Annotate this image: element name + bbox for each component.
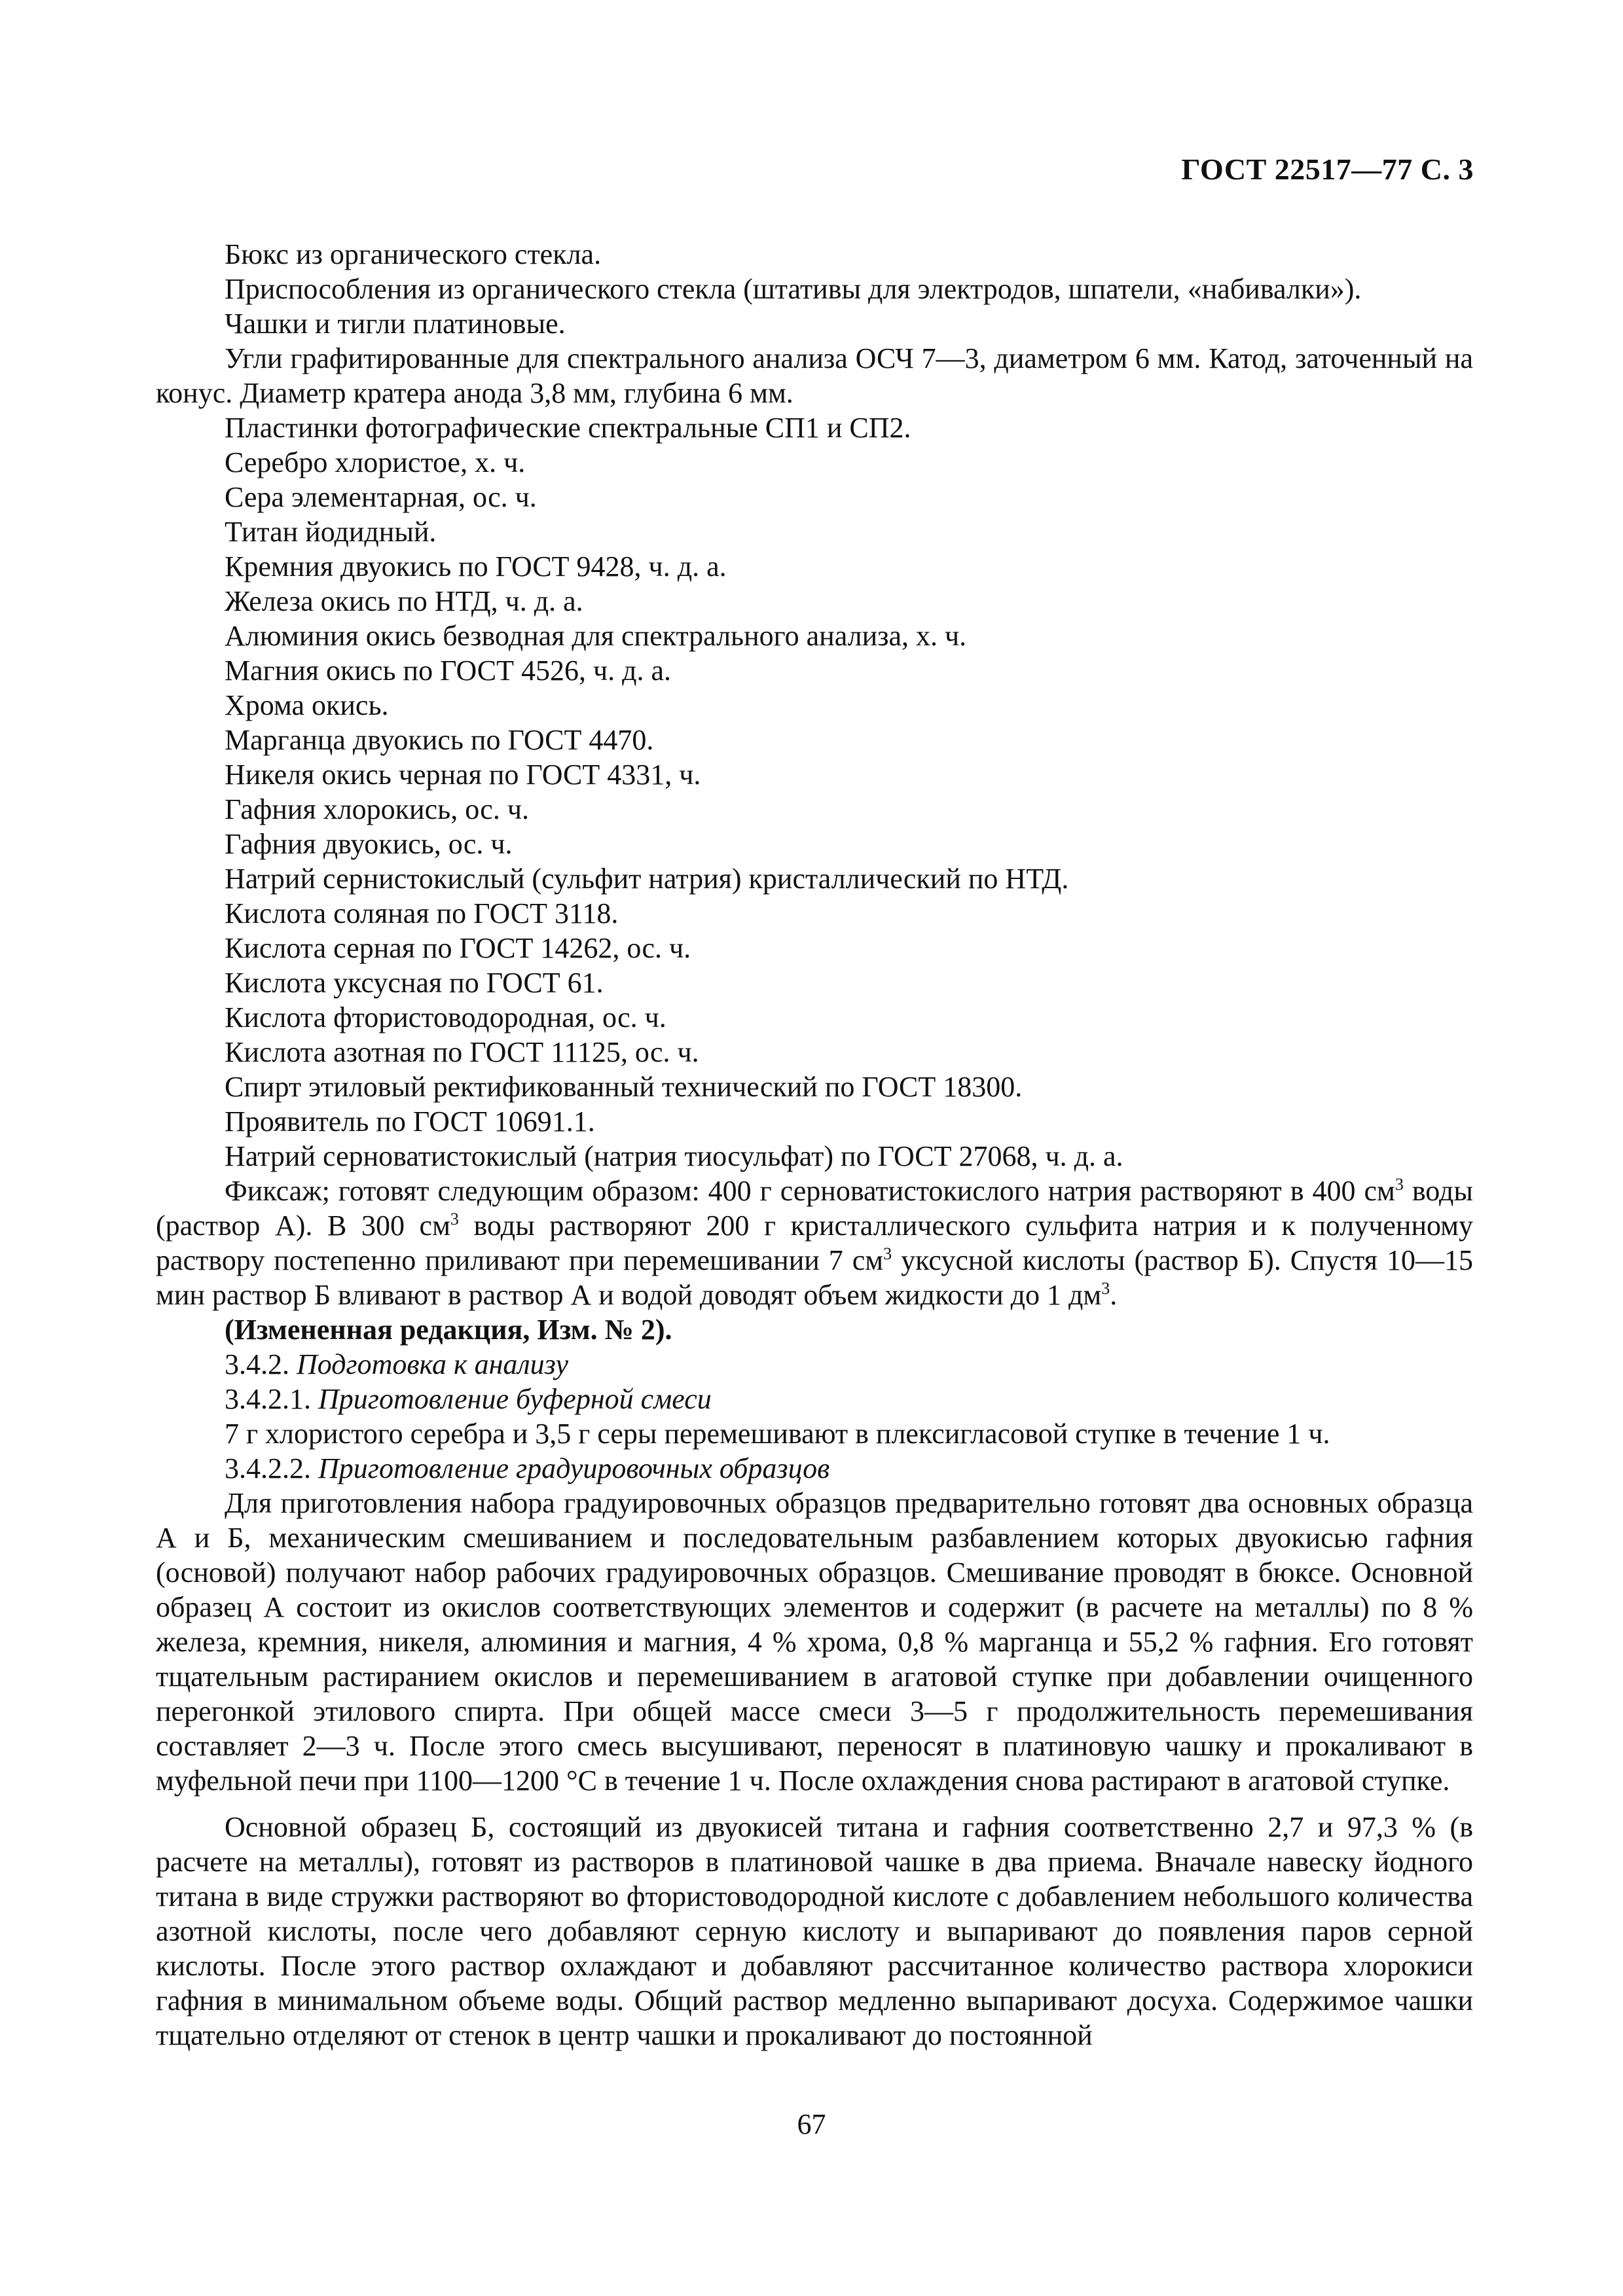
list-item: Проявитель по ГОСТ 10691.1.	[225, 1105, 595, 1138]
section-heading	[156, 1451, 1473, 1486]
list-item: Кислота уксусная по ГОСТ 61.	[225, 967, 604, 999]
superscript: 3	[450, 1210, 459, 1229]
section-number: 3.4.2.2.	[225, 1452, 318, 1484]
list-item: Кислота серная по ГОСТ 14262, ос. ч.	[225, 932, 691, 964]
section-number: 3.4.2.1.	[225, 1383, 318, 1415]
fixer-text-2: воды (раствор А). В 300 см	[156, 1175, 1473, 1242]
list-item: Пластинки фотографические спектральные СП1 и СП2.	[225, 412, 911, 444]
list-item: Гафния хлорокись, ос. ч.	[225, 793, 529, 825]
list-item: Никеля окись черная по ГОСТ 4331, ч.	[225, 759, 701, 791]
section-number: 3.4.2.	[225, 1348, 297, 1380]
section-heading	[156, 1382, 1473, 1416]
document-body	[156, 237, 1473, 2053]
superscript: 3	[1395, 1175, 1404, 1194]
list-item: Натрий сернистокислый (сульфит натрия) кристаллический по НТД.	[225, 863, 1069, 895]
page-number: 67	[797, 2108, 826, 2140]
fixer-text-3: воды растворяют 200 г кристаллического сульфита натрия и к полученному раствору постепенно приливают при перемешивании 7 см	[156, 1210, 1473, 1276]
list-item: Угли графитированные для спектрального анализа ОСЧ 7—3, диаметром 6 мм. Катод, заточенный на конус. Диаметр кратера анода 3,8 мм, глубина 6 мм.	[156, 342, 1473, 409]
list-item: Марганца двуокись по ГОСТ 4470.	[225, 724, 654, 756]
list-item: Хрома окись.	[225, 689, 389, 721]
list-item: Железа окись по НТД, ч. д. а.	[225, 585, 583, 617]
list-item: Титан йодидный.	[225, 516, 437, 548]
fixer-text-4: уксусной кислоты (раствор Б). Спустя 10—15 мин раствор Б вливают в раствор А и водой доводят объем жидкости до 1 дм	[156, 1244, 1473, 1311]
superscript: 3	[883, 1244, 892, 1263]
section-heading	[156, 1347, 1473, 1382]
samples-paragraph: Для приготовления набора градуировочных образцов предварительно готовят два основных образца А и Б, механическим смешиванием и последовательным разбавлением которых двуокисью гафния (основой) получают набор рабочих градуировочных образцов. Смешивание проводят в бюксе. Основной образец А состоит из окислов соответствующих элементов и содержит (в расчете на металлы) по 8 % железа, кремния, никеля, алюминия и магния, 4 % хрома, 0,8 % марганца и 55,2 % гафния. Его готовят тщательным растиранием окислов и перемешиванием в агатовой ступке при добавлении очищенного перегонкой этилового спирта. При общей массе смеси 3—5 г продолжительность перемешивания составляет 2—3 ч. После этого смесь высушивают, переносят в платиновую чашку и прокаливают в муфельной печи при 1100—1200 °С в течение 1 ч. После охлаждения снова растирают в агатовой ступке.	[156, 1487, 1473, 1797]
buffer-paragraph: 7 г хлористого серебра и 3,5 г серы перемешивают в плексигласовой ступке в течение 1 ч.	[225, 1418, 1330, 1450]
list-item: Кремния двуокись по ГОСТ 9428, ч. д. а.	[225, 550, 727, 583]
list-item: Чашки и тигли платиновые.	[225, 308, 566, 340]
list-item: Кислота соляная по ГОСТ 3118.	[225, 897, 619, 929]
section-title: Подготовка к анализу	[297, 1348, 568, 1380]
page-header: ГОСТ 22517—77 С. 3	[1181, 152, 1474, 186]
fixer-text-5: .	[1110, 1279, 1118, 1311]
list-item: Серебро хлористое, х. ч.	[225, 446, 526, 478]
section-title: Приготовление градуировочных образцов	[318, 1452, 830, 1484]
list-item: Гафния двуокись, ос. ч.	[225, 828, 513, 860]
section-title: Приготовление буферной смеси	[318, 1383, 712, 1415]
list-item: Сера элементарная, ос. ч.	[225, 481, 537, 513]
list-item: Натрий серноватистокислый (натрия тиосульфат) по ГОСТ 27068, ч. д. а.	[225, 1140, 1123, 1172]
list-item: Кислота фтористоводородная, ос. ч.	[225, 1001, 666, 1033]
fixer-text-1: Фиксаж; готовят следующим образом: 400 г серноватистокислого натрия растворяют в 400 см	[225, 1175, 1395, 1207]
amendment-note: (Измененная редакция, Изм. № 2).	[225, 1314, 672, 1346]
list-item: Бюкс из органического стекла.	[225, 238, 602, 270]
list-item: Кислота азотная по ГОСТ 11125, ос. ч.	[225, 1036, 699, 1068]
list-item: Приспособления из органического стекла (штативы для электродов, шпатели, «набивалки»).	[225, 273, 1362, 305]
list-item: Спирт этиловый ректификованный технический по ГОСТ 18300.	[225, 1071, 1023, 1103]
fixer-paragraph	[156, 1174, 1473, 1312]
sample-b-paragraph: Основной образец Б, состоящий из двуокисей титана и гафния соответственно 2,7 и 97,3 % (в расчете на металлы), готовят из растворов в платиновой чашке в два приема. Вначале навеску йодного титана в виде стружки растворяют во фтористоводородной кислоте с добавлением небольшого количества азотной кислоты, после чего добавляют серную кислоту и выпаривают до появления паров серной кислоты. После этого раствор охлаждают и добавляют рассчитанное количество раствора хлорокиси гафния в минимальном объеме воды. Общий раствор медленно выпаривают досуха. Содержимое чашки тщательно отделяют от стенок в центр чашки и прокаливают до постоянной	[156, 1811, 1473, 2051]
superscript: 3	[1101, 1279, 1110, 1298]
list-item: Магния окись по ГОСТ 4526, ч. д. а.	[225, 655, 672, 687]
list-item: Алюминия окись безводная для спектрального анализа, х. ч.	[225, 620, 967, 652]
